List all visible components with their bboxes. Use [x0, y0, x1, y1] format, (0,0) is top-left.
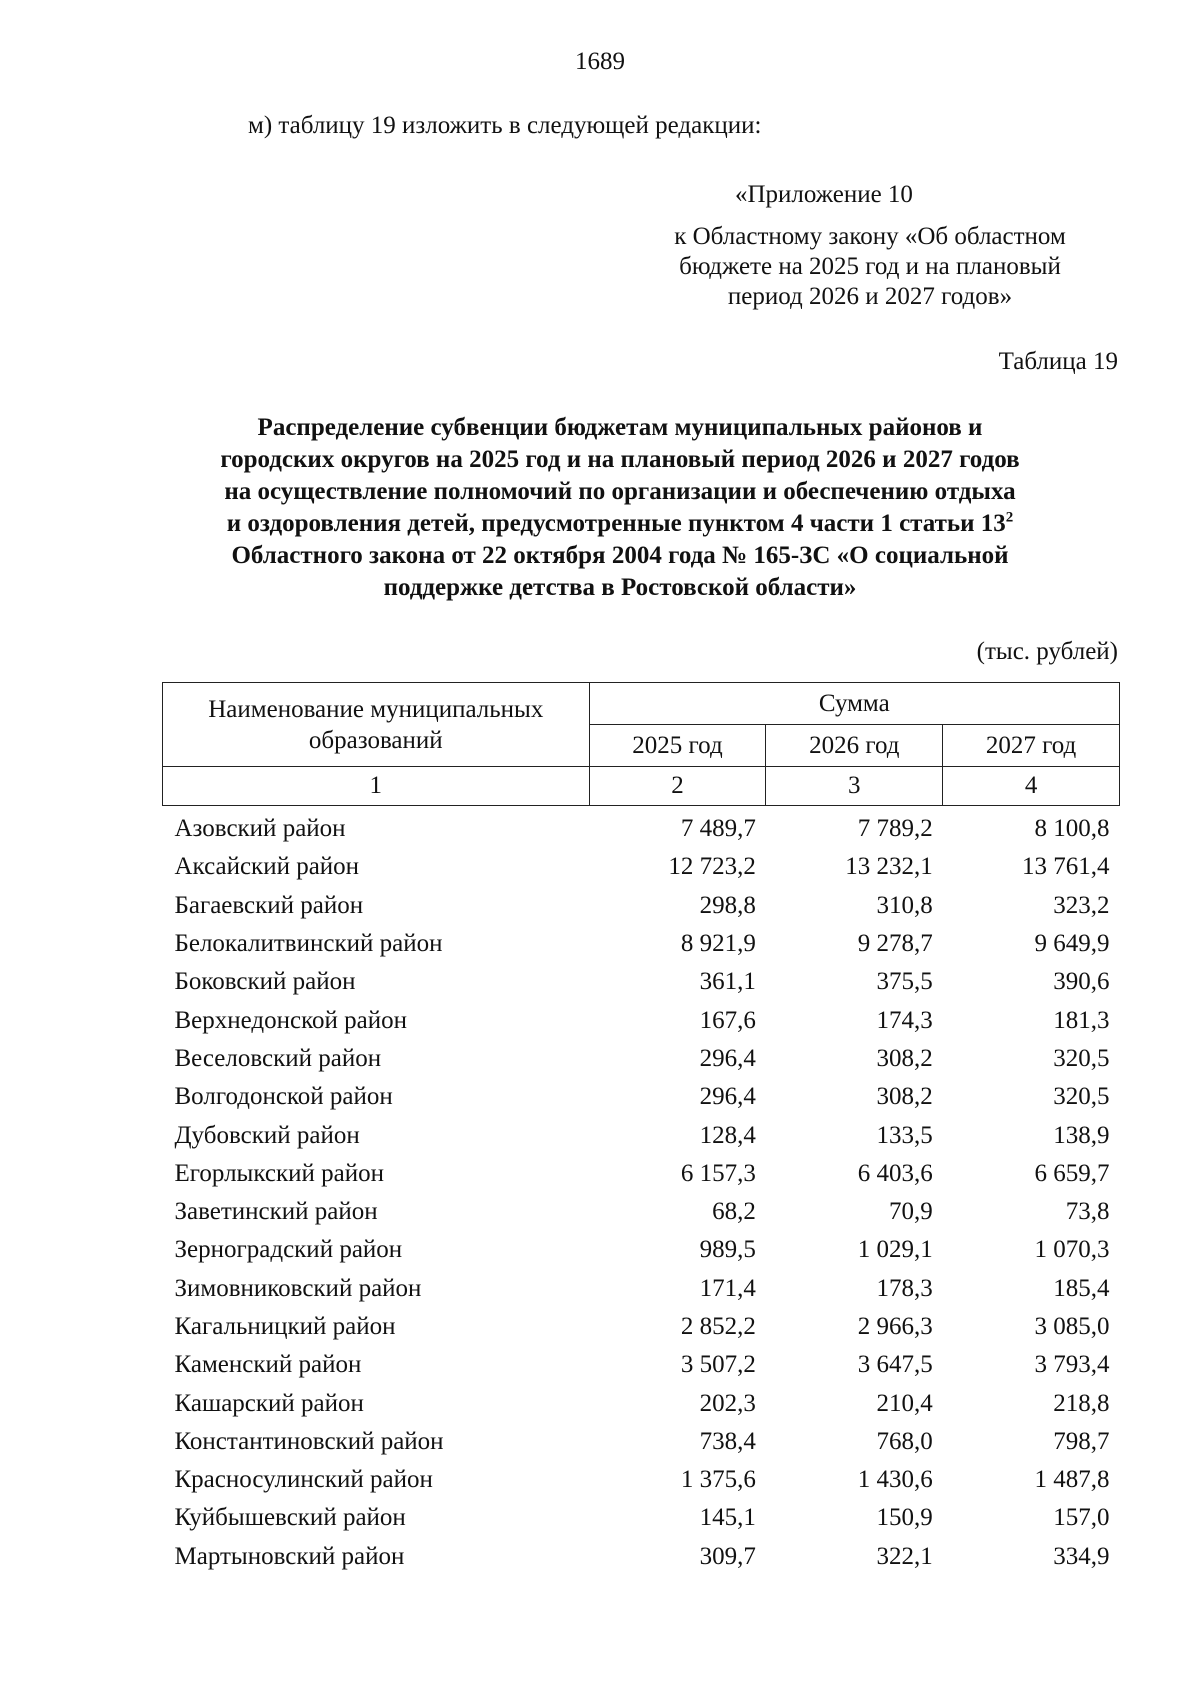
amount-2026: 322,1 [876, 1542, 933, 1570]
column-header-2025: 2025 год [589, 725, 766, 767]
table-row [163, 1078, 1120, 1116]
table-row [163, 1193, 1120, 1231]
amount-2027: 9 649,9 [1034, 930, 1110, 958]
heading-line: поддержке детства в Ростовской области» [383, 574, 857, 601]
table-row [163, 1423, 1120, 1461]
page-number: 1689 [575, 48, 625, 75]
amount-2027: 157,0 [1053, 1504, 1110, 1532]
column-header-sum: Сумма [589, 683, 1119, 725]
amount-2025: 296,4 [699, 1044, 756, 1072]
amount-2025: 167,6 [699, 1006, 756, 1034]
table-row [163, 1461, 1120, 1499]
amount-2025: 145,1 [699, 1504, 756, 1532]
municipality-name: Аксайский район [174, 853, 360, 881]
amount-2027: 13 761,4 [1022, 853, 1110, 881]
municipality-name: Егорлыкский район [174, 1159, 384, 1187]
amount-2026: 13 232,1 [845, 853, 933, 881]
table-row [163, 1538, 1120, 1576]
amount-2027: 1 487,8 [1034, 1466, 1110, 1494]
appendix-title: «Приложение 10 [735, 181, 913, 208]
amount-2025: 1 375,6 [680, 1466, 756, 1494]
municipality-name: Багаевский район [174, 891, 364, 919]
amount-2027: 334,9 [1053, 1542, 1110, 1570]
amount-2026: 70,9 [888, 1198, 933, 1226]
amount-2027: 323,2 [1053, 891, 1110, 919]
amount-2026: 1 029,1 [857, 1236, 933, 1264]
amount-2025: 738,4 [699, 1427, 756, 1455]
table-label: Таблица 19 [998, 348, 1118, 375]
amount-2026: 7 789,2 [857, 815, 933, 843]
amount-2027: 3 793,4 [1034, 1351, 1110, 1379]
amount-2026: 174,3 [876, 1006, 933, 1034]
municipality-name: Волгодонской район [174, 1083, 393, 1111]
amount-2026: 6 403,6 [857, 1159, 933, 1187]
amount-2025: 2 852,2 [680, 1313, 756, 1340]
column-number: 4 [943, 767, 1120, 806]
municipality-name: Верхнедонской район [174, 1006, 407, 1034]
amount-2027: 1 070,3 [1034, 1236, 1110, 1264]
municipality-name: Каменский район [174, 1351, 362, 1379]
municipality-name: Красносулинский район [174, 1466, 433, 1494]
amount-2027: 798,7 [1053, 1427, 1110, 1455]
amount-2027: 73,8 [1065, 1198, 1110, 1226]
amount-2027: 6 659,7 [1034, 1159, 1110, 1187]
municipality-name: Белокалитвинский район [174, 930, 443, 958]
table-row [163, 1116, 1120, 1154]
amount-2026: 375,5 [876, 968, 933, 996]
appendix-reference [620, 222, 1120, 312]
table-row [163, 1040, 1120, 1078]
amount-2026: 210,4 [876, 1389, 933, 1417]
table-row [163, 1231, 1120, 1269]
amount-2026: 308,2 [876, 1044, 933, 1072]
amount-2026: 310,8 [876, 891, 933, 919]
table-body [163, 806, 1120, 1576]
amount-2026: 768,0 [876, 1427, 933, 1455]
amount-2027: 185,4 [1053, 1274, 1110, 1302]
table-heading [150, 412, 1090, 604]
intro-line: м) таблицу 19 изложить в следующей редакции: [248, 112, 762, 139]
municipality-name: Кашарский район [174, 1389, 364, 1417]
table-row [163, 1346, 1120, 1384]
amount-2027: 218,8 [1053, 1389, 1110, 1417]
table-row [163, 848, 1120, 886]
amount-2025: 296,4 [699, 1083, 756, 1111]
amount-2027: 320,5 [1053, 1044, 1110, 1072]
amount-2027: 138,9 [1053, 1121, 1110, 1149]
amount-2025: 8 921,9 [680, 930, 756, 958]
amount-2025: 171,4 [699, 1274, 756, 1302]
table-row [163, 887, 1120, 925]
table-row [163, 925, 1120, 963]
amount-2026: 2 966,3 [857, 1313, 933, 1340]
municipality-name: Заветинский район [174, 1198, 378, 1226]
amount-2026: 150,9 [876, 1504, 933, 1532]
amount-2026: 9 278,7 [857, 930, 933, 958]
heading-superscript: 2 [1005, 509, 1014, 526]
municipality-name: Кагальницкий район [174, 1313, 396, 1340]
amount-2025: 989,5 [699, 1236, 756, 1264]
amount-2025: 202,3 [699, 1389, 756, 1417]
amount-2027: 181,3 [1053, 1006, 1110, 1034]
units-label: (тыс. рублей) [976, 638, 1118, 665]
amount-2027: 320,5 [1053, 1083, 1110, 1111]
municipality-name: Дубовский район [174, 1121, 360, 1149]
heading-line: Распределение субвенции бюджетам муниципальных районов и [257, 414, 983, 441]
appendix-reference-line: бюджете на 2025 год и на плановый [679, 253, 1061, 280]
table-row [163, 1001, 1120, 1039]
amount-2025: 7 489,7 [680, 815, 756, 843]
amount-2025: 6 157,3 [680, 1159, 756, 1187]
heading-line: Областного закона от 22 октября 2004 года № 165-ЗС «О социальной [231, 542, 1009, 569]
amount-2025: 12 723,2 [668, 853, 756, 881]
table-row [163, 1384, 1120, 1422]
column-number: 3 [766, 767, 943, 806]
appendix-reference-line: период 2026 и 2027 годов» [727, 283, 1013, 310]
municipality-name: Константиновский район [174, 1427, 444, 1455]
column-number: 1 [163, 767, 590, 806]
table-row [163, 1270, 1120, 1308]
amount-2025: 361,1 [699, 968, 756, 996]
amount-2026: 133,5 [876, 1121, 933, 1149]
heading-line-text: и оздоровления детей, предусмотренные пунктом 4 части 1 статьи 13 [226, 510, 1006, 537]
amount-2025: 68,2 [712, 1198, 756, 1226]
municipality-name: Зерноградский район [174, 1236, 403, 1264]
heading-line [150, 508, 1090, 540]
municipality-name: Боковский район [174, 968, 356, 996]
amount-2026: 308,2 [876, 1083, 933, 1111]
column-header-name: Наименование муниципальных образований [163, 683, 590, 767]
amount-2025: 128,4 [699, 1121, 756, 1149]
amount-2026: 3 647,5 [857, 1351, 933, 1379]
table-row [163, 963, 1120, 1001]
municipality-name: Мартыновский район [174, 1542, 405, 1570]
table-row [163, 1499, 1120, 1537]
amount-2025: 298,8 [699, 891, 756, 919]
column-header-2027: 2027 год [943, 725, 1120, 767]
municipality-name: Азовский район [174, 815, 346, 843]
municipality-name: Зимовниковский район [174, 1274, 422, 1302]
column-number: 2 [589, 767, 766, 806]
amount-2026: 1 430,6 [857, 1466, 933, 1494]
municipality-name: Веселовский район [174, 1044, 382, 1072]
subvention-table [162, 682, 1120, 1576]
amount-2027: 3 085,0 [1034, 1313, 1110, 1340]
appendix-reference-line: к Областному закону «Об областном [674, 223, 1066, 250]
amount-2025: 309,7 [699, 1542, 756, 1570]
municipality-name: Куйбышевский район [174, 1504, 406, 1532]
column-header-2026: 2026 год [766, 725, 943, 767]
heading-line: на осуществление полномочий по организации и обеспечению отдыха [224, 478, 1016, 505]
table-row [163, 806, 1120, 849]
amount-2027: 390,6 [1053, 968, 1110, 996]
amount-2025: 3 507,2 [680, 1351, 756, 1379]
heading-line: городских округов на 2025 год и на плановый период 2026 и 2027 годов [220, 446, 1020, 473]
table-row [163, 1155, 1120, 1193]
amount-2027: 8 100,8 [1034, 815, 1110, 843]
table-row [163, 1308, 1120, 1346]
amount-2026: 178,3 [876, 1274, 933, 1302]
